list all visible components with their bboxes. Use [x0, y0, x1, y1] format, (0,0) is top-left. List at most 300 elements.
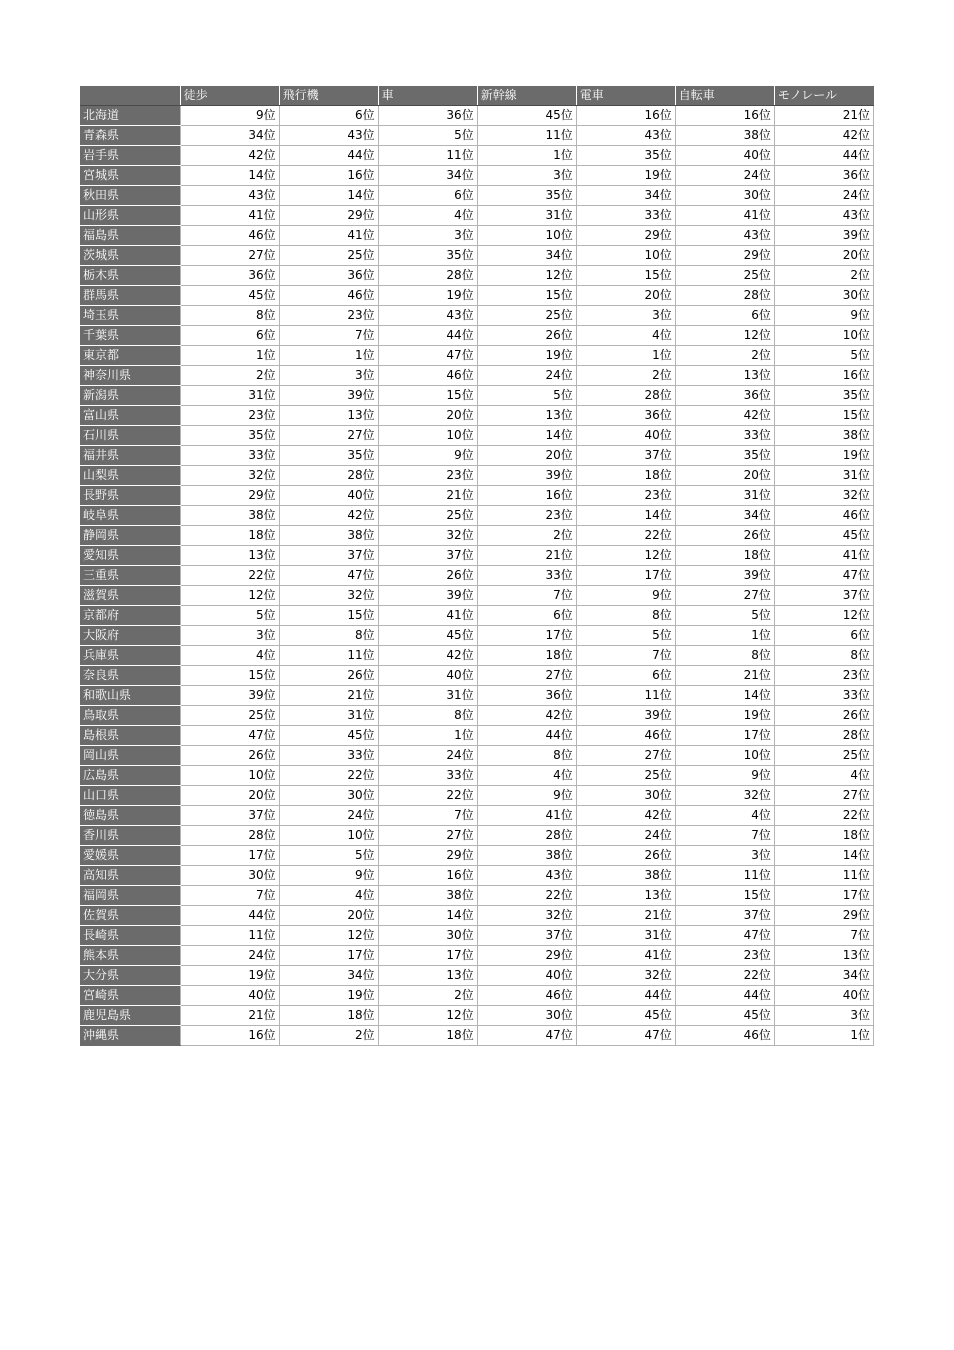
table-row — [80, 306, 874, 326]
rank-cell: 13位 — [576, 886, 675, 906]
rank-cell: 4位 — [378, 206, 477, 226]
rank-cell: 8位 — [378, 706, 477, 726]
prefecture-name: 鹿児島県 — [80, 1006, 180, 1026]
table-row — [80, 586, 874, 606]
prefecture-name: 福島県 — [80, 226, 180, 246]
rank-cell: 30位 — [477, 1006, 576, 1026]
rank-cell: 9位 — [477, 786, 576, 806]
prefecture-name: 宮城県 — [80, 166, 180, 186]
rank-cell: 38位 — [774, 426, 873, 446]
table-row — [80, 726, 874, 746]
rank-cell: 46位 — [180, 226, 279, 246]
rank-cell: 17位 — [576, 566, 675, 586]
rank-cell: 17位 — [180, 846, 279, 866]
rank-cell: 35位 — [576, 146, 675, 166]
rank-cell: 46位 — [477, 986, 576, 1006]
rank-cell: 30位 — [675, 186, 774, 206]
rank-cell: 5位 — [378, 126, 477, 146]
table-row — [80, 326, 874, 346]
prefecture-name: 山形県 — [80, 206, 180, 226]
rank-cell: 21位 — [378, 486, 477, 506]
rank-cell: 34位 — [180, 126, 279, 146]
rank-cell: 31位 — [675, 486, 774, 506]
rank-cell: 24位 — [477, 366, 576, 386]
rank-cell: 3位 — [477, 166, 576, 186]
table-row — [80, 986, 874, 1006]
table-row — [80, 766, 874, 786]
rank-cell: 36位 — [774, 166, 873, 186]
rank-cell: 14位 — [279, 186, 378, 206]
rank-cell: 11位 — [576, 686, 675, 706]
rank-cell: 10位 — [774, 326, 873, 346]
rank-cell: 25位 — [576, 766, 675, 786]
rank-cell: 46位 — [774, 506, 873, 526]
rank-cell: 43位 — [180, 186, 279, 206]
rank-cell: 4位 — [180, 646, 279, 666]
prefecture-name: 愛媛県 — [80, 846, 180, 866]
prefecture-name: 高知県 — [80, 866, 180, 886]
rank-cell: 13位 — [774, 946, 873, 966]
table-row — [80, 666, 874, 686]
rank-cell: 47位 — [477, 1026, 576, 1046]
rank-cell: 1位 — [378, 726, 477, 746]
rank-cell: 11位 — [774, 866, 873, 886]
prefecture-name: 富山県 — [80, 406, 180, 426]
rank-cell: 27位 — [774, 786, 873, 806]
prefecture-name: 静岡県 — [80, 526, 180, 546]
rank-cell: 13位 — [675, 366, 774, 386]
rank-cell: 4位 — [675, 806, 774, 826]
table-row — [80, 1006, 874, 1026]
rank-cell: 15位 — [378, 386, 477, 406]
rank-cell: 19位 — [378, 286, 477, 306]
rank-cell: 5位 — [477, 386, 576, 406]
table-row — [80, 506, 874, 526]
rank-cell: 29位 — [576, 226, 675, 246]
prefecture-name: 神奈川県 — [80, 366, 180, 386]
table-row — [80, 866, 874, 886]
rank-cell: 2位 — [378, 986, 477, 1006]
rank-cell: 20位 — [477, 446, 576, 466]
rank-cell: 8位 — [279, 626, 378, 646]
rank-cell: 33位 — [675, 426, 774, 446]
rank-cell: 41位 — [477, 806, 576, 826]
rank-cell: 39位 — [378, 586, 477, 606]
rank-cell: 14位 — [180, 166, 279, 186]
rank-cell: 32位 — [576, 966, 675, 986]
rank-cell: 19位 — [180, 966, 279, 986]
prefecture-name: 千葉県 — [80, 326, 180, 346]
table-row — [80, 186, 874, 206]
prefecture-name: 滋賀県 — [80, 586, 180, 606]
prefecture-name: 大阪府 — [80, 626, 180, 646]
rank-cell: 27位 — [675, 586, 774, 606]
rank-cell: 39位 — [675, 566, 774, 586]
rank-cell: 25位 — [477, 306, 576, 326]
rank-cell: 44位 — [180, 906, 279, 926]
rank-cell: 42位 — [279, 506, 378, 526]
rank-cell: 9位 — [576, 586, 675, 606]
rank-cell: 47位 — [378, 346, 477, 366]
table-row — [80, 266, 874, 286]
rank-cell: 17位 — [675, 726, 774, 746]
ranking-table — [80, 86, 874, 1046]
table-row — [80, 386, 874, 406]
rank-cell: 40位 — [180, 986, 279, 1006]
table-row — [80, 366, 874, 386]
rank-cell: 45位 — [378, 626, 477, 646]
rank-cell: 15位 — [774, 406, 873, 426]
rank-cell: 41位 — [576, 946, 675, 966]
rank-cell: 16位 — [378, 866, 477, 886]
prefecture-name: 鳥取県 — [80, 706, 180, 726]
rank-cell: 19位 — [675, 706, 774, 726]
rank-cell: 16位 — [180, 1026, 279, 1046]
rank-cell: 25位 — [774, 746, 873, 766]
rank-cell: 3位 — [279, 366, 378, 386]
rank-cell: 32位 — [378, 526, 477, 546]
rank-cell: 6位 — [675, 306, 774, 326]
rank-cell: 6位 — [576, 666, 675, 686]
rank-cell: 40位 — [477, 966, 576, 986]
rank-cell: 36位 — [279, 266, 378, 286]
rank-cell: 27位 — [279, 426, 378, 446]
rank-cell: 42位 — [180, 146, 279, 166]
rank-cell: 38位 — [576, 866, 675, 886]
rank-cell: 17位 — [477, 626, 576, 646]
prefecture-name: 熊本県 — [80, 946, 180, 966]
rank-cell: 22位 — [774, 806, 873, 826]
prefecture-name: 京都府 — [80, 606, 180, 626]
rank-cell: 19位 — [279, 986, 378, 1006]
rank-cell: 7位 — [675, 826, 774, 846]
rank-cell: 21位 — [180, 1006, 279, 1026]
rank-cell: 45位 — [279, 726, 378, 746]
rank-cell: 24位 — [774, 186, 873, 206]
rank-cell: 11位 — [279, 646, 378, 666]
rank-cell: 37位 — [576, 446, 675, 466]
rank-cell: 29位 — [279, 206, 378, 226]
rank-cell: 24位 — [180, 946, 279, 966]
table-row — [80, 106, 874, 126]
rank-cell: 12位 — [477, 266, 576, 286]
rank-cell: 1位 — [576, 346, 675, 366]
column-header-airplane: 飛行機 — [279, 86, 378, 106]
rank-cell: 9位 — [180, 106, 279, 126]
header-row — [80, 86, 874, 106]
rank-cell: 14位 — [675, 686, 774, 706]
rank-cell: 26位 — [675, 526, 774, 546]
rank-cell: 12位 — [279, 926, 378, 946]
rank-cell: 35位 — [774, 386, 873, 406]
rank-cell: 44位 — [576, 986, 675, 1006]
rank-cell: 9位 — [378, 446, 477, 466]
table-row — [80, 206, 874, 226]
rank-cell: 38位 — [180, 506, 279, 526]
prefecture-name: 青森県 — [80, 126, 180, 146]
rank-cell: 17位 — [774, 886, 873, 906]
rank-cell: 5位 — [675, 606, 774, 626]
rank-cell: 26位 — [378, 566, 477, 586]
rank-cell: 14位 — [576, 506, 675, 526]
rank-cell: 30位 — [279, 786, 378, 806]
table-row — [80, 886, 874, 906]
rank-cell: 18位 — [477, 646, 576, 666]
rank-cell: 39位 — [279, 386, 378, 406]
rank-cell: 36位 — [477, 686, 576, 706]
rank-cell: 27位 — [180, 246, 279, 266]
rank-cell: 36位 — [378, 106, 477, 126]
table-row — [80, 646, 874, 666]
rank-cell: 16位 — [576, 106, 675, 126]
rank-cell: 25位 — [675, 266, 774, 286]
rank-cell: 33位 — [576, 206, 675, 226]
table-row — [80, 446, 874, 466]
rank-cell: 9位 — [279, 866, 378, 886]
rank-cell: 39位 — [180, 686, 279, 706]
table-row — [80, 466, 874, 486]
rank-cell: 31位 — [477, 206, 576, 226]
table-row — [80, 566, 874, 586]
prefecture-name: 岐阜県 — [80, 506, 180, 526]
rank-cell: 38位 — [279, 526, 378, 546]
rank-cell: 23位 — [774, 666, 873, 686]
rank-cell: 21位 — [576, 906, 675, 926]
rank-cell: 20位 — [675, 466, 774, 486]
rank-cell: 20位 — [180, 786, 279, 806]
rank-cell: 10位 — [675, 746, 774, 766]
rank-cell: 17位 — [378, 946, 477, 966]
prefecture-name: 兵庫県 — [80, 646, 180, 666]
rank-cell: 43位 — [279, 126, 378, 146]
rank-cell: 35位 — [477, 186, 576, 206]
table-row — [80, 286, 874, 306]
table-row — [80, 486, 874, 506]
rank-cell: 15位 — [675, 886, 774, 906]
rank-cell: 16位 — [774, 366, 873, 386]
column-header-shinkansen: 新幹線 — [477, 86, 576, 106]
table-row — [80, 706, 874, 726]
rank-cell: 32位 — [675, 786, 774, 806]
rank-cell: 14位 — [774, 846, 873, 866]
rank-cell: 3位 — [378, 226, 477, 246]
rank-cell: 8位 — [576, 606, 675, 626]
rank-cell: 28位 — [675, 286, 774, 306]
rank-cell: 41位 — [180, 206, 279, 226]
rank-cell: 11位 — [180, 926, 279, 946]
prefecture-name: 徳島県 — [80, 806, 180, 826]
rank-cell: 32位 — [180, 466, 279, 486]
rank-cell: 3位 — [675, 846, 774, 866]
rank-cell: 1位 — [675, 626, 774, 646]
rank-cell: 42位 — [477, 706, 576, 726]
rank-cell: 15位 — [180, 666, 279, 686]
prefecture-name: 三重県 — [80, 566, 180, 586]
table-row — [80, 846, 874, 866]
table-row — [80, 1026, 874, 1046]
rank-cell: 40位 — [378, 666, 477, 686]
rank-cell: 5位 — [576, 626, 675, 646]
prefecture-name: 北海道 — [80, 106, 180, 126]
table-body — [80, 106, 874, 1046]
rank-cell: 38位 — [378, 886, 477, 906]
rank-cell: 15位 — [477, 286, 576, 306]
prefecture-name: 奈良県 — [80, 666, 180, 686]
rank-cell: 1位 — [279, 346, 378, 366]
rank-cell: 6位 — [774, 626, 873, 646]
rank-cell: 8位 — [180, 306, 279, 326]
rank-cell: 31位 — [279, 706, 378, 726]
rank-cell: 10位 — [279, 826, 378, 846]
prefecture-name: 宮崎県 — [80, 986, 180, 1006]
prefecture-name: 広島県 — [80, 766, 180, 786]
rank-cell: 26位 — [477, 326, 576, 346]
rank-cell: 45位 — [180, 286, 279, 306]
rank-cell: 29位 — [477, 946, 576, 966]
rank-cell: 8位 — [774, 646, 873, 666]
rank-cell: 7位 — [477, 586, 576, 606]
rank-cell: 18位 — [675, 546, 774, 566]
rank-cell: 20位 — [279, 906, 378, 926]
rank-cell: 12位 — [774, 606, 873, 626]
rank-cell: 23位 — [576, 486, 675, 506]
prefecture-name: 新潟県 — [80, 386, 180, 406]
table-row — [80, 966, 874, 986]
rank-cell: 2位 — [477, 526, 576, 546]
rank-cell: 15位 — [279, 606, 378, 626]
rank-cell: 30位 — [774, 286, 873, 306]
rank-cell: 19位 — [477, 346, 576, 366]
prefecture-name: 沖縄県 — [80, 1026, 180, 1046]
rank-cell: 12位 — [180, 586, 279, 606]
rank-cell: 45位 — [675, 1006, 774, 1026]
column-header-car: 車 — [378, 86, 477, 106]
table-row — [80, 606, 874, 626]
prefecture-name: 栃木県 — [80, 266, 180, 286]
rank-cell: 29位 — [378, 846, 477, 866]
rank-cell: 31位 — [576, 926, 675, 946]
rank-cell: 8位 — [675, 646, 774, 666]
table-row — [80, 686, 874, 706]
table-row — [80, 546, 874, 566]
rank-cell: 10位 — [477, 226, 576, 246]
rank-cell: 22位 — [576, 526, 675, 546]
rank-cell: 39位 — [774, 226, 873, 246]
rank-cell: 26位 — [180, 746, 279, 766]
prefecture-name: 秋田県 — [80, 186, 180, 206]
rank-cell: 47位 — [180, 726, 279, 746]
table-row — [80, 146, 874, 166]
rank-cell: 47位 — [675, 926, 774, 946]
rank-cell: 13位 — [378, 966, 477, 986]
rank-cell: 43位 — [675, 226, 774, 246]
rank-cell: 45位 — [774, 526, 873, 546]
rank-cell: 33位 — [279, 746, 378, 766]
rank-cell: 29位 — [675, 246, 774, 266]
rank-cell: 37位 — [477, 926, 576, 946]
rank-cell: 13位 — [477, 406, 576, 426]
rank-cell: 18位 — [180, 526, 279, 546]
rank-cell: 44位 — [675, 986, 774, 1006]
rank-cell: 41位 — [675, 206, 774, 226]
rank-cell: 18位 — [576, 466, 675, 486]
rank-cell: 36位 — [180, 266, 279, 286]
rank-cell: 47位 — [576, 1026, 675, 1046]
rank-cell: 42位 — [774, 126, 873, 146]
table-row — [80, 166, 874, 186]
column-header-bicycle: 自転車 — [675, 86, 774, 106]
prefecture-name: 福井県 — [80, 446, 180, 466]
rank-cell: 15位 — [576, 266, 675, 286]
prefecture-name: 佐賀県 — [80, 906, 180, 926]
rank-cell: 47位 — [279, 566, 378, 586]
rank-cell: 20位 — [576, 286, 675, 306]
rank-cell: 43位 — [774, 206, 873, 226]
rank-cell: 37位 — [675, 906, 774, 926]
table-row — [80, 926, 874, 946]
rank-cell: 11位 — [675, 866, 774, 886]
rank-cell: 1位 — [180, 346, 279, 366]
rank-cell: 30位 — [180, 866, 279, 886]
rank-cell: 1位 — [477, 146, 576, 166]
rank-cell: 13位 — [180, 546, 279, 566]
rank-cell: 40位 — [774, 986, 873, 1006]
table-row — [80, 746, 874, 766]
rank-cell: 32位 — [279, 586, 378, 606]
rank-cell: 41位 — [378, 606, 477, 626]
rank-cell: 25位 — [180, 706, 279, 726]
rank-cell: 44位 — [774, 146, 873, 166]
rank-cell: 42位 — [378, 646, 477, 666]
rank-cell: 24位 — [675, 166, 774, 186]
rank-cell: 4位 — [477, 766, 576, 786]
rank-cell: 37位 — [378, 546, 477, 566]
rank-cell: 7位 — [180, 886, 279, 906]
table-row — [80, 226, 874, 246]
rank-cell: 31位 — [180, 386, 279, 406]
rank-cell: 30位 — [576, 786, 675, 806]
rank-cell: 7位 — [576, 646, 675, 666]
column-header-walking: 徒歩 — [180, 86, 279, 106]
rank-cell: 33位 — [180, 446, 279, 466]
prefecture-name: 長野県 — [80, 486, 180, 506]
rank-cell: 21位 — [477, 546, 576, 566]
rank-cell: 12位 — [378, 1006, 477, 1026]
rank-cell: 37位 — [180, 806, 279, 826]
prefecture-name: 愛知県 — [80, 546, 180, 566]
rank-cell: 34位 — [378, 166, 477, 186]
rank-cell: 9位 — [774, 306, 873, 326]
rank-cell: 25位 — [378, 506, 477, 526]
rank-cell: 26位 — [279, 666, 378, 686]
rank-cell: 11位 — [477, 126, 576, 146]
rank-cell: 21位 — [675, 666, 774, 686]
rank-cell: 22位 — [675, 966, 774, 986]
rank-cell: 6位 — [180, 326, 279, 346]
rank-cell: 16位 — [675, 106, 774, 126]
rank-cell: 43位 — [576, 126, 675, 146]
rank-cell: 18位 — [378, 1026, 477, 1046]
rank-cell: 27位 — [378, 826, 477, 846]
rank-cell: 24位 — [279, 806, 378, 826]
prefecture-name: 茨城県 — [80, 246, 180, 266]
rank-cell: 32位 — [774, 486, 873, 506]
prefecture-name: 石川県 — [80, 426, 180, 446]
rank-cell: 7位 — [279, 326, 378, 346]
rank-cell: 5位 — [279, 846, 378, 866]
rank-cell: 20位 — [378, 406, 477, 426]
rank-cell: 28位 — [279, 466, 378, 486]
